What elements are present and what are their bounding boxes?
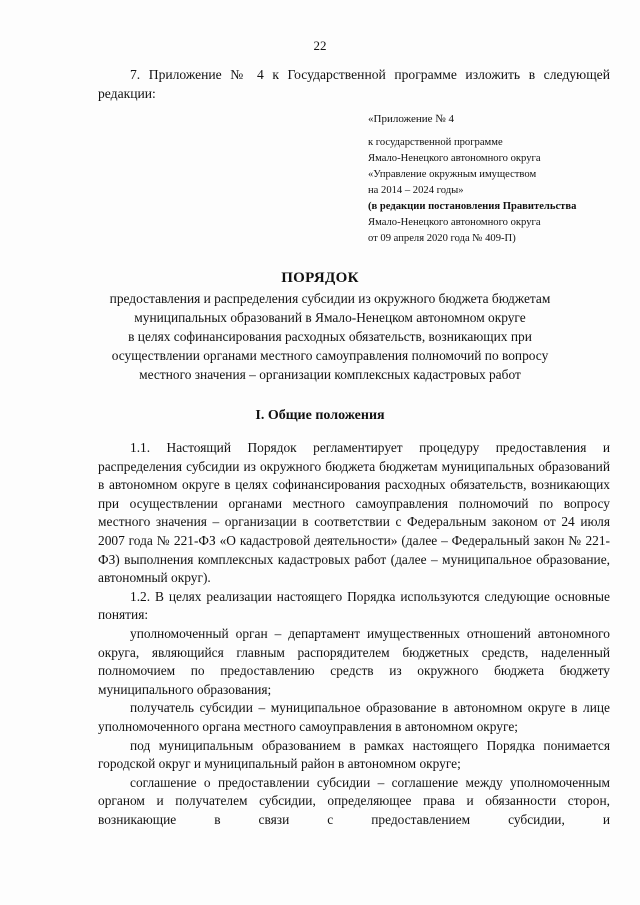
paragraph: соглашение о предоставлении субсидии – соглашение между уполномоченным органом и получателем субсидии, определяющее права и обязанности сторон, возникающие в связи с предоставлением субсидии, и <box>98 774 610 827</box>
paragraph: 1.1. Настоящий Порядок регламентирует процедуру предоставления и распределения субсидии из окружного бюджета бюджетам муниципальных образований в автономном округе в целях софинансирования расходных обязательств, возникающих при осуществлении органами местного самоуправления полномочий по вопросу местного значения – организации в соответствии с Федеральным законом от 24 июля 2007 года № 221-ФЗ «О кадастровой деятельности» (далее – Федеральный закон № 221-ФЗ) выполнения комплексных кадастровых работ (далее – муниципальное образование, автономный округ). <box>98 440 610 586</box>
paragraph: под муниципальным образованием в рамках настоящего Порядка понимается городской округ и муниципальный район в автономном округе; <box>98 737 610 772</box>
appendix-line: на 2014 – 2024 годы» <box>368 185 464 196</box>
section-title: I. Общие положения <box>255 408 385 423</box>
body-text <box>98 439 610 829</box>
appendix-edition-line: от 09 апреля 2020 года № 409-П) <box>368 233 516 244</box>
appendix-line: «Управление окружным имуществом <box>368 169 537 180</box>
appendix-caption <box>368 135 628 247</box>
subtitle-line: муниципальных образований в Ямало-Ненецком автономном округе <box>134 310 526 325</box>
appendix-line: к государственной программе <box>368 137 503 148</box>
document-heading: ПОРЯДОК <box>281 270 359 286</box>
appendix-title: «Приложение № 4 <box>368 113 455 125</box>
appendix-edition-line: (в редакции постановления Правительства <box>368 201 577 212</box>
page-number: 22 <box>313 38 327 53</box>
subtitle-line: в целях софинансирования расходных обязательств, возникающих при <box>128 329 532 344</box>
subtitle-line: осуществлении органами местного самоуправления полномочий по вопросу <box>111 348 549 363</box>
document-subtitle <box>80 289 580 384</box>
appendix-edition-line: Ямало-Ненецкого автономного округа <box>368 217 541 228</box>
intro-paragraph: 7. Приложение № 4 к Государственной программе изложить в следующей редакции: <box>98 67 610 101</box>
subtitle-line: предоставления и распределения субсидии из окружного бюджета бюджетам <box>109 291 551 306</box>
subtitle-line: местного значения – организации комплексных кадастровых работ <box>139 367 521 382</box>
paragraph: 1.2. В целях реализации настоящего Порядка используются следующие основные понятия: <box>98 588 610 623</box>
paragraph: уполномоченный орган – департамент имущественных отношений автономного округа, являющийся главным распорядителем бюджетных средств, наделенный полномочием по предоставлению средств из окружного бюджета бюджету муниципального образования; <box>98 625 610 697</box>
appendix-line: Ямало-Ненецкого автономного округа <box>368 153 541 164</box>
paragraph: получатель субсидии – муниципальное образование в автономном округе в лице уполномоченного органа местного самоуправления в автономном округе; <box>98 700 610 734</box>
